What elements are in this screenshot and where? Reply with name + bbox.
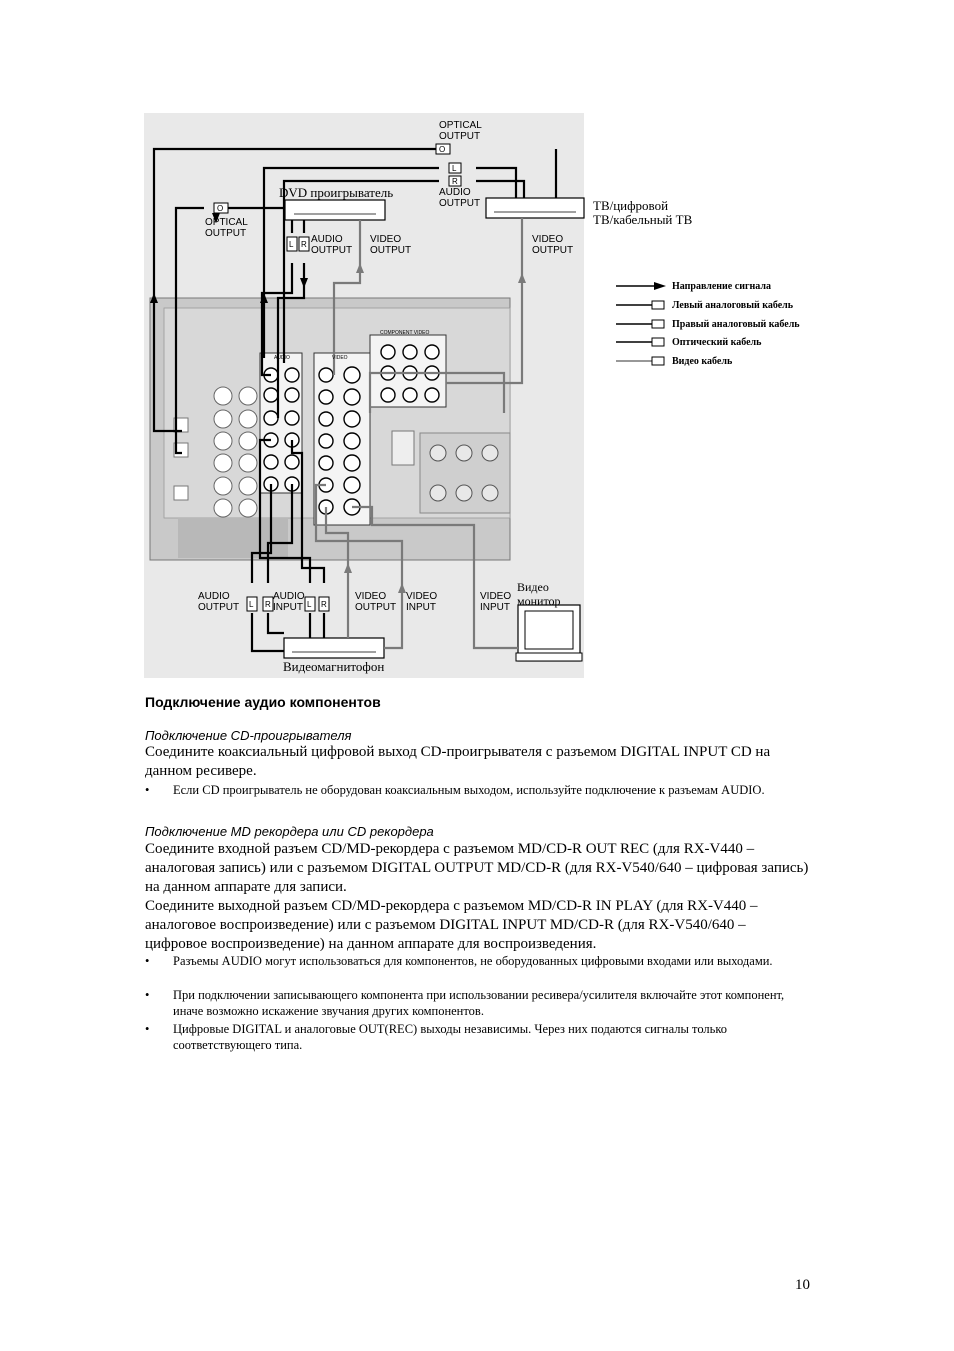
legend-right-cable bbox=[616, 316, 800, 332]
legend-label: Правый аналоговый кабель bbox=[672, 318, 800, 330]
vcr-label: Видеомагнитофон bbox=[283, 659, 385, 674]
audio-output-top-label: AUDIO OUTPUT bbox=[439, 187, 481, 209]
bullet-dot: • bbox=[145, 783, 150, 797]
plug-l-icon bbox=[616, 300, 668, 310]
legend-label: Левый аналоговый кабель bbox=[672, 299, 794, 311]
legend-video-cable bbox=[616, 353, 732, 369]
monitor-video-input-label: VIDEO INPUT bbox=[480, 591, 512, 613]
cd-bullet-1 bbox=[145, 782, 810, 814]
bullet-text: Разъемы AUDIO могут использоваться для компонентов, не оборудованных цифровыми входами или выходами. bbox=[173, 954, 773, 968]
md-bullet-1 bbox=[145, 953, 810, 985]
plug-letter-r-vcr-out: R bbox=[265, 600, 271, 609]
audio-panel-label: AUDIO bbox=[274, 355, 290, 361]
page-number: 10 bbox=[795, 1277, 810, 1293]
plug-letter-o: O bbox=[217, 204, 224, 213]
md-subtitle: Подключение MD рекордера или CD рекордера bbox=[145, 824, 434, 839]
optical-output-left-label: OPTICAL OUTPUT bbox=[205, 217, 248, 239]
legend-label: Направление сигнала bbox=[672, 280, 771, 292]
legend-left-cable bbox=[616, 297, 793, 313]
md-bullet-3 bbox=[145, 1021, 810, 1053]
plug-letter-r-dvd: R bbox=[301, 240, 307, 249]
connection-diagram bbox=[144, 113, 820, 678]
vcr-box bbox=[284, 638, 384, 658]
bullet-text: При подключении записывающего компонента при использовании ресивера/усилителя включайте этот компонент, иначе возможно искажение звучания других компонентов. bbox=[173, 988, 785, 1018]
plug-o-icon bbox=[616, 337, 668, 347]
md-paragraph-2: Соедините выходной разъем CD/MD-рекордера с разъемом MD/CD-R IN PLAY (для RX-V440 – аналоговое воспроизведение) или с разъемом DIGITAL INPUT MD/CD-R (для RX-V540/640 – цифровое воспроизведение) на данном аппарате для воспроизведения. bbox=[145, 898, 758, 952]
legend-signal-direction bbox=[616, 278, 771, 294]
plug-letter-l-vcr-out: L bbox=[249, 600, 254, 609]
md-bullet-2 bbox=[145, 987, 810, 1019]
plug-v-icon bbox=[616, 356, 668, 366]
section-title: Подключение аудио компонентов bbox=[145, 694, 381, 710]
bullet-dot: • bbox=[145, 988, 150, 1002]
video-monitor-box bbox=[516, 605, 582, 661]
legend-label: Видео кабель bbox=[672, 355, 733, 367]
tv-name-label: ТВ/цифровой ТВ/кабельный ТВ bbox=[593, 198, 693, 227]
tv-video-output-label: VIDEO OUTPUT bbox=[532, 234, 574, 256]
plug-letter-r-top: R bbox=[452, 177, 458, 186]
tv-box bbox=[486, 198, 584, 218]
vcr-audio-output-label: AUDIO OUTPUT bbox=[198, 591, 240, 613]
plug-letter-r-vcr-in: R bbox=[321, 600, 327, 609]
legend-label: Оптический кабель bbox=[672, 336, 762, 348]
dvd-player-label: DVD проигрыватель bbox=[279, 185, 394, 200]
vcr-video-output-label: VIDEO OUTPUT bbox=[355, 591, 397, 613]
bullet-text: Если CD проигрыватель не оборудован коаксиальным выходом, используйте подключение к разъемам AUDIO. bbox=[173, 783, 765, 797]
md-paragraph-1: Соедините входной разъем CD/MD-рекордера с разъемом MD/CD-R OUT REC (для RX-V440 – аналоговая запись) или с разъемом DIGITAL OUTPUT MD/CD-R (для RX-V540/640 – цифровая запись) на данном аппарате для записи. bbox=[145, 841, 809, 895]
arrow-icon bbox=[616, 281, 668, 291]
plug-letter-l-dvd: L bbox=[289, 240, 294, 249]
vcr-video-input-label: VIDEO INPUT bbox=[406, 591, 438, 613]
legend-optical-cable bbox=[616, 334, 761, 350]
video-monitor-label: Видео монитор bbox=[517, 580, 561, 608]
receiver-rear-panel bbox=[150, 298, 510, 560]
cd-subtitle: Подключение CD-проигрывателя bbox=[145, 728, 352, 743]
dvd-audio-output-label: AUDIO OUTPUT bbox=[311, 234, 353, 256]
vcr-audio-input-label: AUDIO INPUT bbox=[273, 591, 305, 613]
cd-paragraph: Соедините коаксиальный цифровой выход CD-проигрывателя с разъемом DIGITAL INPUT CD на данном ресивере. bbox=[145, 744, 771, 779]
dvd-player-box bbox=[285, 200, 385, 220]
component-video-label: COMPONENT VIDEO bbox=[380, 330, 430, 336]
dvd-video-output-label: VIDEO OUTPUT bbox=[370, 234, 412, 256]
plug-r-icon bbox=[616, 319, 668, 329]
optical-output-top-label: OPTICAL OUTPUT bbox=[439, 120, 482, 142]
bullet-dot: • bbox=[145, 954, 150, 968]
bullet-dot: • bbox=[145, 1022, 150, 1036]
bullet-text: Цифровые DIGITAL и аналоговые OUT(REC) выходы независимы. Через них подаются сигналы только соответствующего типа. bbox=[173, 1022, 728, 1052]
plug-letter-l-top: L bbox=[452, 164, 457, 173]
video-panel-label: VIDEO bbox=[332, 355, 348, 361]
plug-letter-l-vcr-in: L bbox=[307, 600, 312, 609]
plug-letter-o-top: O bbox=[439, 145, 446, 154]
